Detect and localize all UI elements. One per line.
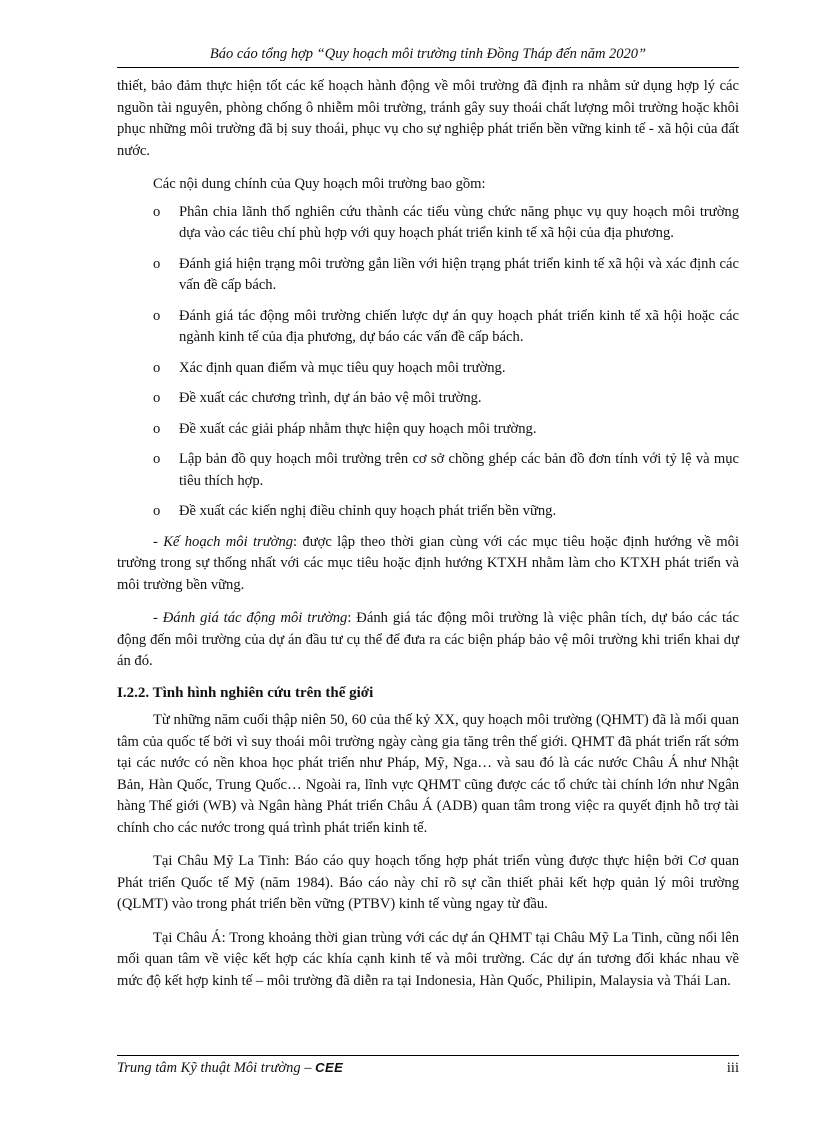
- header-divider: [117, 67, 739, 68]
- list-item: o Lập bản đồ quy hoạch môi trường trên cơ sở chồng ghép các bản đồ đơn tính với tỷ lệ và mục tiêu thích hợp.: [153, 451, 739, 489]
- paragraph-impact-assessment: - Đánh giá tác động môi trường: Đánh giá tác động môi trường là việc phân tích, dự báo các tác động đến môi trường của dự án đầu tư cụ thể để đưa ra các biện pháp bảo vệ môi trường khi triển khai dự án đó.: [117, 610, 739, 669]
- bullet-icon: o: [153, 503, 161, 519]
- list-item: o Phân chia lãnh thổ nghiên cứu thành các tiểu vùng chức năng phục vụ quy hoạch môi trường dựa vào các tiêu chí phù hợp với quy hoạch phát triển kinh tế xã hội của địa phương.: [153, 203, 739, 241]
- bullet-icon: o: [153, 390, 161, 406]
- page-number: iii: [726, 1060, 739, 1076]
- footer-divider: [117, 1055, 739, 1056]
- paragraph-asia: Tại Châu Á: Trong khoảng thời gian trùng với các dự án QHMT tại Châu Mỹ La Tinh, cũng nổi lên mối quan tâm về việc kết hợp các khía cạnh kinh tế và môi trường. Các dự án tương đối khác nhau về mức độ kết hợp kinh tế – môi trường đã diễn ra tại Indonesia, Hàn Quốc, Philipin, Malaysia và Thái Lan.: [117, 929, 739, 989]
- bullet-icon: o: [153, 451, 161, 467]
- bullet-icon: o: [153, 359, 161, 376]
- document-body: [117, 76, 739, 992]
- list-item: o Xác định quan điểm và mục tiêu quy hoạch môi trường.: [117, 358, 739, 380]
- bullet-icon: o: [153, 255, 161, 272]
- paragraph-list-lead: Các nội dung chính của Quy hoạch môi trường bao gồm:: [153, 176, 486, 192]
- cee-logo-icon: CEE: [315, 1060, 344, 1075]
- paragraph-world-research: Từ những năm cuối thập niên 50, 60 của thế kỷ XX, quy hoạch môi trường (QHMT) đã là mối quan tâm của quốc tế bởi vì suy thoái môi trường ngày càng gia tăng trên thế giới. QHMT đã phát triển rất sớm tại các nước có nền khoa học phát triển như Pháp, Mỹ, Nga… và sau đó là các nước Châu Á như Nhật Bản, Hàn Quốc, Trung Quốc… Ngoài ra, lĩnh vực QHMT cũng được các tổ chức tài chính lớn như Ngân hàng Thế giới (WB) và Ngân hàng Phát triển Châu Á (ADB) quan tâm trong việc ra quyết định hỗ trợ tài chính cho các nước trong quá trình phát triển kinh tế.: [117, 712, 739, 836]
- paragraph-environment-plan: - Kế hoạch môi trường: được lập theo thời gian cùng với các mục tiêu hoặc định hướng về môi trường trong sự thống nhất với các mục tiêu hoặc định hướng KTXH nhằm làm cho KTXH phát triển và môi trường bền vững.: [117, 533, 740, 593]
- list-item: o Đề xuất các chương trình, dự án bảo vệ môi trường.: [117, 388, 739, 410]
- paragraph-latin-america: Tại Châu Mỹ La Tinh: Báo cáo quy hoạch tổng hợp phát triển vùng được thực hiện bởi Cơ quan Phát triển Quốc tế Mỹ (năm 1984). Báo cáo này chỉ rõ sự cần thiết phải kết hợp quản lý môi trường (QLMT) vào trong phát triển bền vững (PTBV) kinh tế vùng ngay từ đầu.: [117, 853, 739, 912]
- content-list: [117, 202, 739, 523]
- page-header: Báo cáo tổng hợp “Quy hoạch môi trường tỉnh Đồng Tháp đến năm 2020”: [209, 46, 647, 62]
- section-heading: I.2.2. Tình hình nghiên cứu trên thế giới: [117, 684, 374, 701]
- bullet-icon: o: [153, 307, 161, 324]
- paragraph-intro: thiết, bảo đảm thực hiện tốt các kế hoạch hành động về môi trường đã định ra nhằm sử dụng hợp lý các nguồn tài nguyên, phòng chống ô nhiễm môi trường, tránh gây suy thoái chất lượng môi trường hoặc khôi phục những môi trường đã bị suy thoái, phục vụ cho sự nghiệp phát triển bền vững kinh tế - xã hội của đất nước.: [117, 78, 739, 159]
- list-item: o Đánh giá tác động môi trường chiến lược dự án quy hoạch phát triển kinh tế xã hội hoặc các ngành kinh tế của địa phương, dự báo các vấn đề cấp bách.: [153, 307, 739, 345]
- list-item: o Đánh giá hiện trạng môi trường gắn liền với hiện trạng phát triển kinh tế xã hội và xác định các vấn đề cấp bách.: [153, 255, 739, 293]
- bullet-icon: o: [153, 420, 161, 437]
- term-impact-assessment: Đánh giá tác động môi trường: [162, 610, 348, 626]
- bullet-icon: o: [153, 203, 161, 220]
- list-item: o Đề xuất các kiến nghị điều chỉnh quy hoạch phát triển bền vững.: [117, 501, 739, 523]
- footer-organization: Trung tâm Kỹ thuật Môi trường – CEE: [117, 1060, 344, 1076]
- list-item: o Đề xuất các giải pháp nhằm thực hiện quy hoạch môi trường.: [117, 419, 739, 441]
- term-environment-plan: Kế hoạch môi trường: [163, 533, 294, 550]
